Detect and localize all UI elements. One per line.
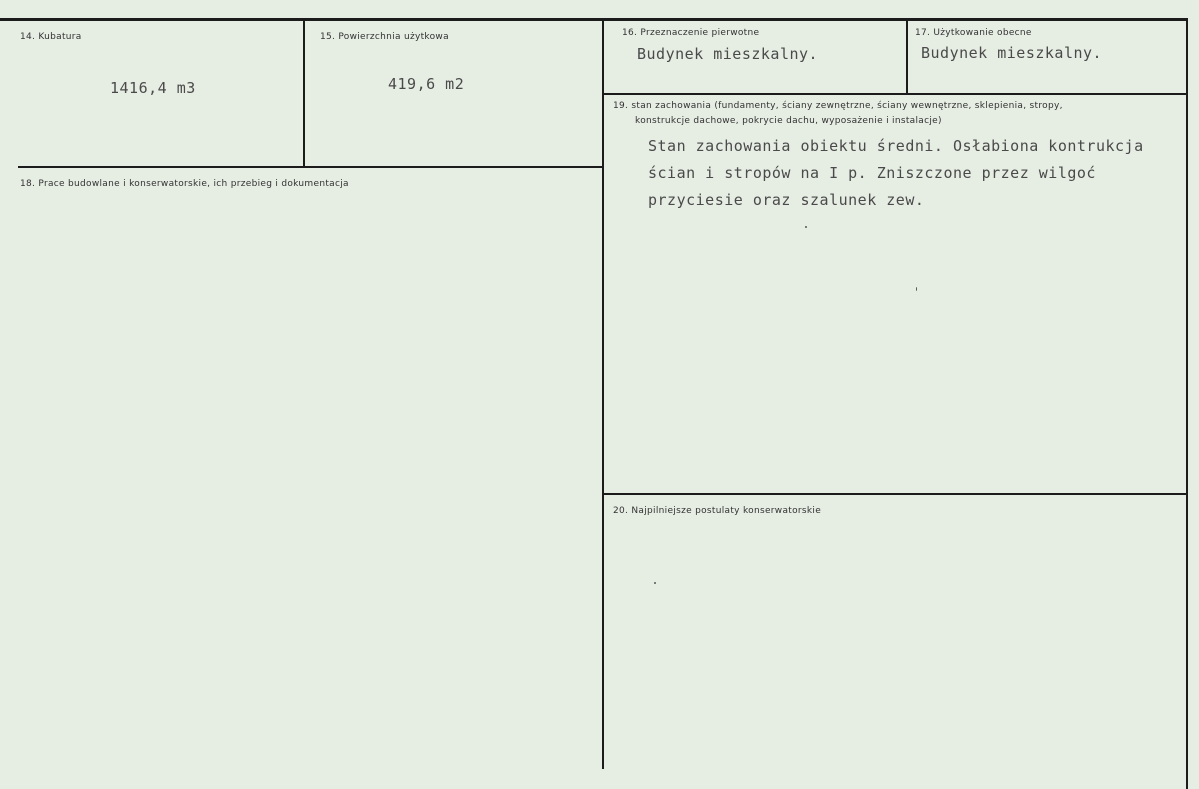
- rule-below-14-15: [18, 166, 604, 168]
- field-15-label: 15. Powierzchnia użytkowa: [320, 32, 449, 42]
- right-border: [1186, 18, 1188, 789]
- field-19-label-line1: 19. stan zachowania (fundamenty, ściany zewnętrzne, ściany wewnętrzne, sklepienia, stropy,: [613, 101, 1063, 111]
- field-15-value: 419,6 m2: [388, 75, 465, 93]
- paper-speck: [916, 287, 917, 291]
- field-18-label: 18. Prace budowlane i konserwatorskie, ich przebieg i dokumentacja: [20, 179, 349, 189]
- field-14-label: 14. Kubatura: [20, 32, 82, 42]
- divider-16-17: [906, 20, 908, 94]
- field-19-label-line2: konstrukcje dachowe, pokrycie dachu, wyposażenie i instalacje): [635, 116, 942, 126]
- field-20-label: 20. Najpilniejsze postulaty konserwatorskie: [613, 506, 822, 516]
- field-19-text-line2: ścian i stropów na I p. Zniszczone przez wilgoć: [648, 164, 1096, 182]
- field-14-value: 1416,4 m3: [110, 79, 196, 97]
- paper-speck: [805, 226, 807, 228]
- field-17-value: Budynek mieszkalny.: [921, 44, 1103, 62]
- paper-speck: [654, 582, 656, 584]
- field-17-label: 17. Użytkowanie obecne: [915, 28, 1032, 38]
- main-vertical-divider: [602, 20, 604, 769]
- field-16-value: Budynek mieszkalny.: [637, 45, 819, 63]
- top-rule: [0, 18, 1187, 21]
- field-19-text-line3: przyciesie oraz szalunek zew.: [648, 191, 925, 209]
- rule-below-19: [602, 493, 1188, 495]
- rule-below-16-17: [602, 93, 1188, 95]
- divider-14-15: [303, 20, 305, 168]
- field-16-label: 16. Przeznaczenie pierwotne: [622, 28, 760, 38]
- field-19-text-line1: Stan zachowania obiektu średni. Osłabiona kontrukcja: [648, 137, 1144, 155]
